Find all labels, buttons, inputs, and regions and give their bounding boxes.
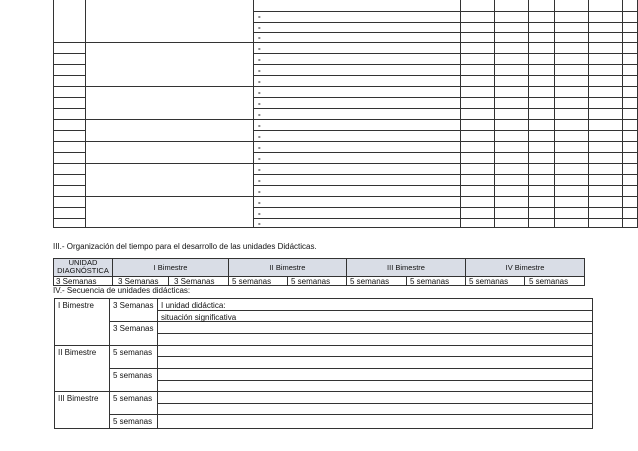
table-border: [53, 0, 54, 227]
weeks-label: 5 semanas: [113, 371, 153, 380]
duration-cell: 5 semanas: [232, 277, 272, 286]
col-line: [112, 258, 113, 286]
row-line: [253, 207, 638, 208]
bimestre-label: I Bimestre: [58, 301, 95, 310]
col-line: [584, 258, 585, 286]
row-line: [253, 152, 638, 153]
row-line: [53, 207, 86, 208]
row-line: [109, 368, 593, 369]
weeks-label: 3 Semanas: [113, 324, 154, 333]
weeks-label: 5 semanas: [113, 417, 153, 426]
row-line: [253, 119, 638, 120]
col-line: [524, 276, 525, 286]
table-border: [85, 0, 86, 227]
row-line: [109, 414, 593, 415]
row-line: [53, 130, 86, 131]
row-line: [253, 141, 638, 142]
row-line: [53, 185, 86, 186]
duration-cell: 5 semanas: [529, 277, 569, 286]
row-line: [53, 108, 86, 109]
row-line: [53, 97, 86, 98]
header-i-bimestre: I Bimestre: [153, 263, 188, 272]
duration-cell: 5 semanas: [350, 277, 390, 286]
row-line: [157, 403, 593, 404]
bullet-dash: -: [258, 121, 261, 130]
col-line: [465, 258, 466, 286]
row-line: [53, 86, 86, 87]
bullet-dash: -: [258, 44, 261, 53]
bimestre-label: III Bimestre: [58, 394, 99, 403]
table-border: [494, 0, 495, 227]
bullet-dash: -: [258, 55, 261, 64]
row-line: [85, 163, 254, 164]
bullet-dash: -: [258, 209, 261, 218]
header-unidad-diagnostica: UNIDAD DIAGNÓSTICA: [57, 258, 109, 275]
col-line: [592, 298, 593, 429]
duration-cell: 5 semanas: [469, 277, 509, 286]
row-line: [53, 75, 86, 76]
row-line: [53, 53, 86, 54]
col-line: [109, 298, 110, 429]
row-line: [253, 64, 638, 65]
table-border: [528, 0, 529, 227]
header-ii-bimestre: II Bimestre: [269, 263, 306, 272]
table-bottom-border: [53, 227, 638, 228]
row-line: [253, 97, 638, 98]
row-line: [53, 119, 86, 120]
row-line: [253, 86, 638, 87]
bullet-dash: -: [258, 99, 261, 108]
col-line: [54, 298, 55, 429]
header-iii-bimestre: III Bimestre: [387, 263, 425, 272]
bullet-dash: -: [258, 110, 261, 119]
unit-label: I unidad didáctica:: [161, 301, 226, 310]
col-line: [346, 258, 347, 286]
row-line: [85, 86, 254, 87]
table-border: [253, 0, 254, 227]
row-line: [253, 130, 638, 131]
bullet-dash: -: [258, 12, 261, 21]
duration-cell: 3 Semanas: [174, 277, 215, 286]
row-line: [253, 196, 638, 197]
duration-cell: 5 semanas: [410, 277, 450, 286]
bimestre-label: II Bimestre: [58, 348, 97, 357]
col-line: [287, 276, 288, 286]
row-line: [253, 42, 638, 43]
row-line: [53, 163, 86, 164]
table-border: [554, 0, 555, 227]
bullet-dash: -: [258, 77, 261, 86]
col-line: [406, 276, 407, 286]
row-line: [253, 53, 638, 54]
row-line: [85, 141, 254, 142]
row-line: [54, 345, 593, 346]
row-line: [53, 218, 86, 219]
row-line: [253, 32, 638, 33]
row-line: [157, 333, 593, 334]
row-line: [85, 42, 254, 43]
header-iv-bimestre: IV Bimestre: [505, 263, 545, 272]
row-line: [54, 428, 593, 429]
bullet-dash: -: [258, 143, 261, 152]
duration-cell: 3 Semanas: [118, 277, 159, 286]
col-line: [228, 258, 229, 286]
situation-label: situación significativa: [161, 313, 237, 322]
section-3-heading: III.- Organización del tiempo para el desarrollo de las unidades Didácticas.: [53, 242, 317, 251]
bullet-dash: -: [258, 154, 261, 163]
row-line: [253, 163, 638, 164]
bullet-dash: -: [258, 88, 261, 97]
row-line: [53, 196, 86, 197]
bullet-dash: -: [258, 176, 261, 185]
col-line: [157, 298, 158, 429]
col-line: [168, 276, 169, 286]
row-line: [53, 141, 86, 142]
row-line: [53, 258, 585, 259]
row-line: [53, 42, 86, 43]
weeks-label: 3 Semanas: [113, 301, 154, 310]
row-line: [53, 152, 86, 153]
weeks-label: 5 semanas: [113, 348, 153, 357]
section-4-heading: IV.- Secuencia de unidades didácticas:: [53, 286, 191, 295]
bullet-dash: -: [258, 33, 261, 42]
table-border: [588, 0, 589, 227]
duration-cell: 3 Semanas: [56, 277, 97, 286]
table-border: [460, 0, 461, 227]
row-line: [253, 22, 638, 23]
row-line: [54, 298, 593, 299]
row-line: [85, 196, 254, 197]
bullet-dash: -: [258, 198, 261, 207]
duration-cell: 5 semanas: [291, 277, 331, 286]
row-line: [253, 75, 638, 76]
bullet-dash: -: [258, 187, 261, 196]
row-line: [53, 174, 86, 175]
weeks-label: 5 semanas: [113, 394, 153, 403]
row-line: [54, 391, 593, 392]
bullet-dash: -: [258, 66, 261, 75]
row-line: [157, 356, 593, 357]
row-line: [253, 185, 638, 186]
bullet-dash: -: [258, 23, 261, 32]
row-line: [253, 218, 638, 219]
row-line: [157, 380, 593, 381]
row-line: [157, 310, 593, 311]
row-line: [85, 119, 254, 120]
table-border: [622, 0, 623, 227]
row-line: [253, 108, 638, 109]
bullet-dash: -: [258, 219, 261, 228]
row-line: [253, 174, 638, 175]
row-line: [253, 11, 638, 12]
row-line: [53, 64, 86, 65]
bullet-dash: -: [258, 132, 261, 141]
bullet-dash: -: [258, 165, 261, 174]
